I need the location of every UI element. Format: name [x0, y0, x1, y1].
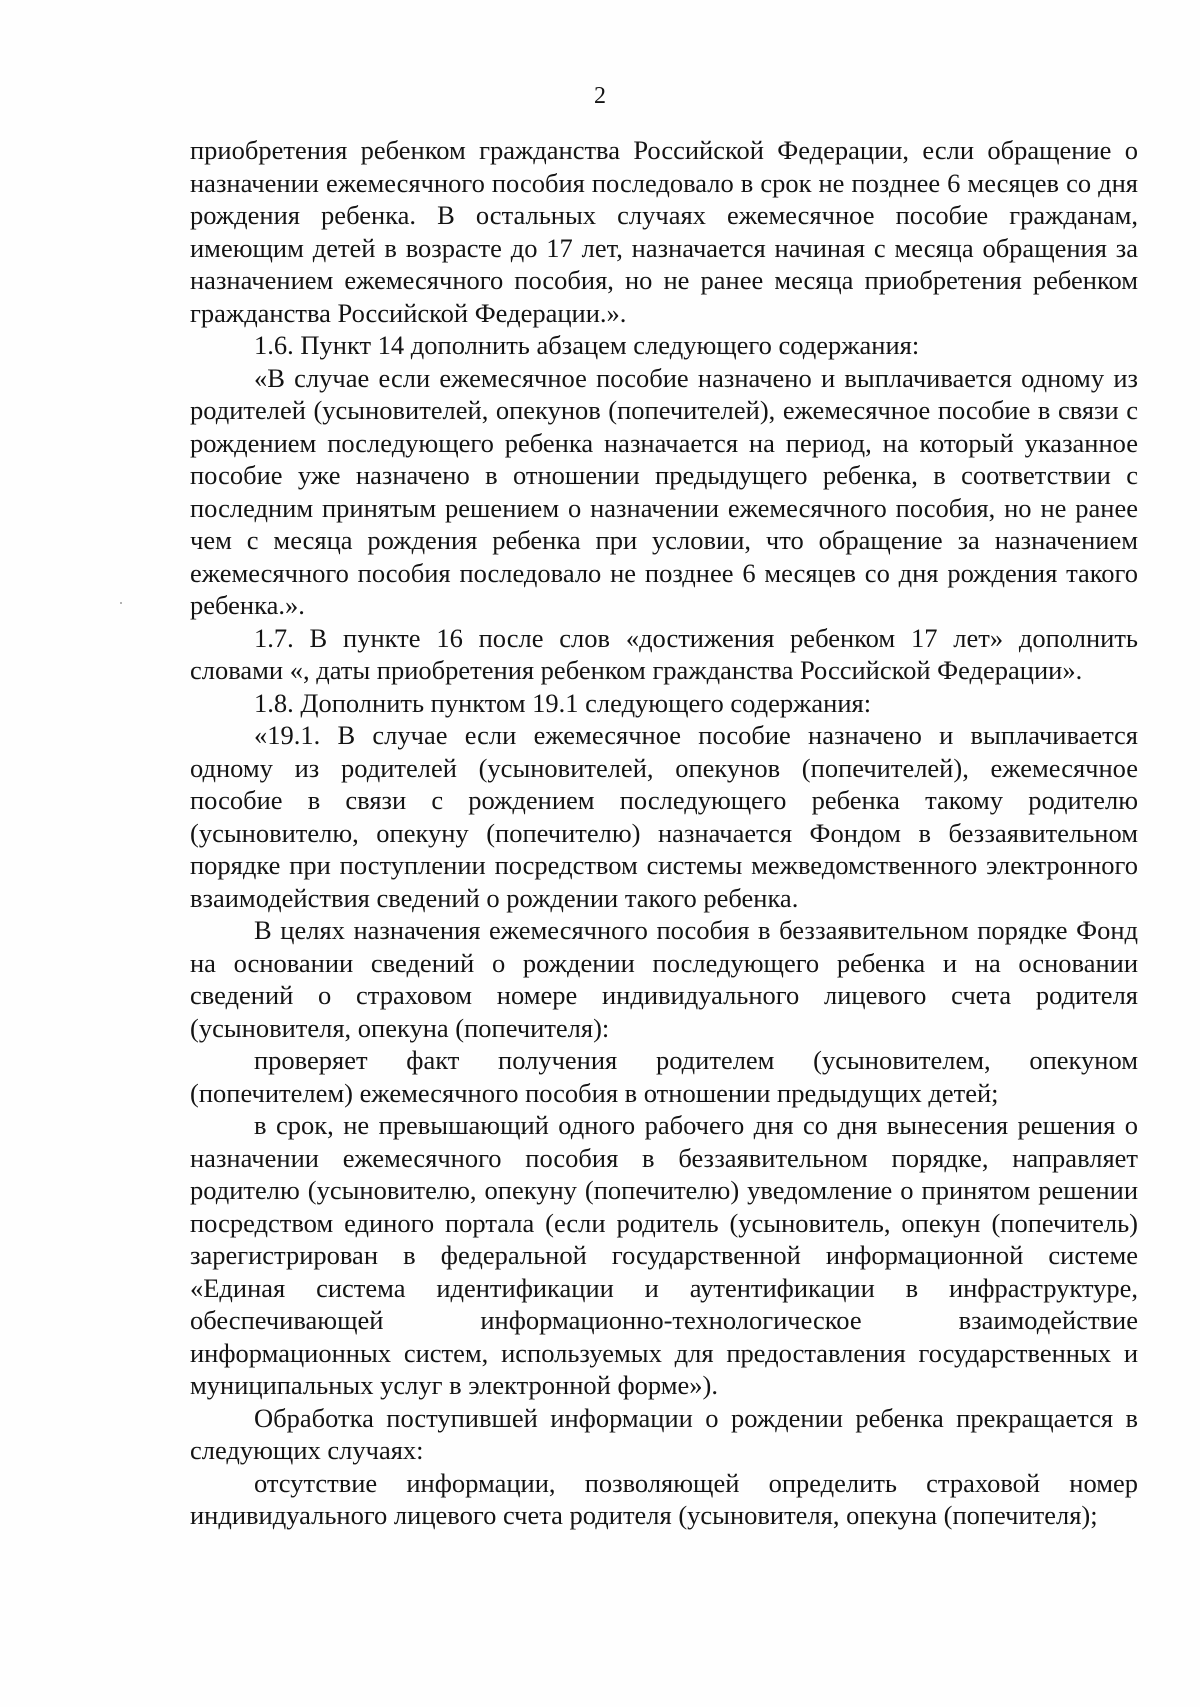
paragraph-checks-fact: проверяет факт получения родителем (усыновителем, опекуном (попечителем) ежемесячного пособия в отношении предыдущих детей;	[190, 1045, 1138, 1108]
paragraph-processing-stops: Обработка поступившей информации о рождении ребенка прекращается в следующих случаях:	[190, 1402, 1138, 1465]
paragraph-item-1-8: 1.8. Дополнить пунктом 19.1 следующего содержания:	[254, 687, 872, 718]
paragraph-item-19-1: «19.1. В случае если ежемесячное пособие назначено и выплачивается одному из родителей (усыновителей, опекунов (попечителей), ежемесячное пособие в связи с рождением последующего ребенка такому родителю (усыновителю, опекуну (попечителю) назначается Фондом в беззаявительном порядке при поступлении посредством системы межведомственного электронного взаимодействия сведений о рождении такого ребенка.	[190, 720, 1138, 913]
paragraph-item-1-6-text: «В случае если ежемесячное пособие назначено и выплачивается одному из родителей (усыновителей, опекунов (попечителей), ежемесячное пособие в связи с рождением последующего ребенка назначается на период, на который указанное пособие уже назначено в отношении предыдущего ребенка, в соответствии с последним принятым решением о назначении ежемесячного пособия, но не ранее чем с месяца рождения ребенка при условии, что обращение за назначением ежемесячного пособия последовало не позднее 6 месяцев со дня рождения такого ребенка.».	[190, 362, 1138, 620]
paragraph-notification-term: в срок, не превышающий одного рабочего дня со дня вынесения решения о назначении ежемесячного пособия в беззаявительном порядке, направляет родителю (усыновителю, опекуну (попечителю) уведомление о принятом решении посредством единого портала (если родитель (усыновитель, опекун (попечитель) зарегистрирован в федеральной государственной информационной системе «Единая система идентификации и аутентификации в инфраструктуре, обеспечивающей информационно-технологическое взаимодействие информационных систем, используемых для предоставления государственных и муниципальных услуг в электронной форме»).	[190, 1110, 1138, 1400]
paragraph-fund-basis: В целях назначения ежемесячного пособия в беззаявительном порядке Фонд на основании сведений о рождении последующего ребенка и на основании сведений о страховом номере индивидуального лицевого счета родителя (усыновителя, опекуна (попечителя):	[190, 915, 1138, 1043]
page-number: 2	[594, 83, 606, 109]
document-body	[190, 134, 1138, 1532]
paragraph-continuation: приобретения ребенком гражданства Российской Федерации, если обращение о назначении ежемесячного пособия последовало в срок не позднее 6 месяцев со дня рождения ребенка. В остальных случаях ежемесячное пособие гражданам, имеющим детей в возрасте до 17 лет, назначается начиная с месяца обращения за назначением ежемесячного пособия, но не ранее месяца приобретения ребенком гражданства Российской Федерации.».	[190, 135, 1138, 328]
paragraph-item-1-6: 1.6. Пункт 14 дополнить абзацем следующего содержания:	[254, 330, 920, 360]
paragraph-missing-info: отсутствие информации, позволяющей определить страховой номер индивидуального лицевого счета родителя (усыновителя, опекуна (попечителя);	[190, 1467, 1138, 1530]
paragraph-item-1-7: 1.7. В пункте 16 после слов «достижения ребенком 17 лет» дополнить словами «, даты приобретения ребенком гражданства Российской Федерации».	[190, 622, 1138, 685]
scan-speck	[120, 602, 122, 604]
